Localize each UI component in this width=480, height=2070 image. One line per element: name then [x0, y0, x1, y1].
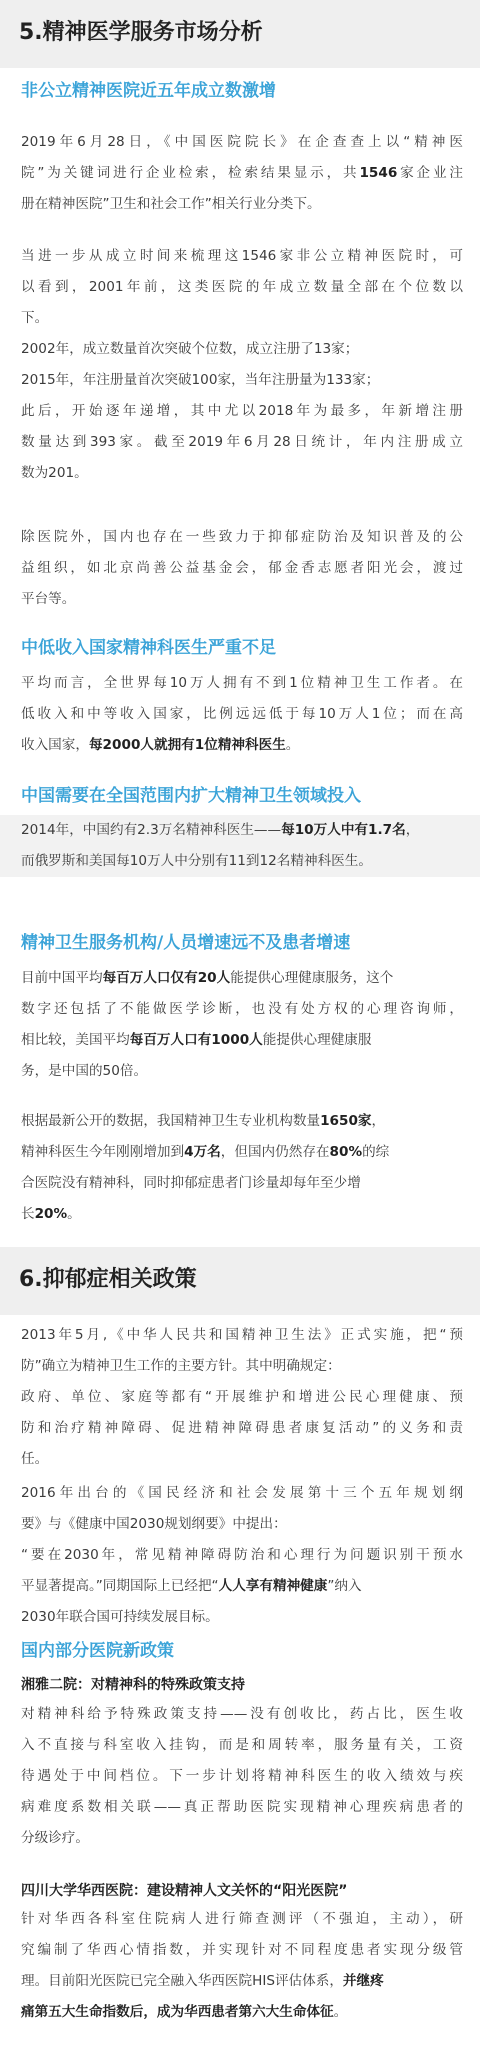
section-header-6	[0, 1247, 480, 1315]
subheading-private-hospitals: 非公立精神医院近五年成立数激增	[21, 81, 276, 101]
paragraph-china-psychiatrists: 2014年，中国约有2.3万名精神科医生——每10万人中有1.7名， 而俄罗斯和美国每10万人中分别有11到12名精神科医生。	[21, 815, 463, 877]
paragraph-mental-health-law: 2013年5月,《中华人民共和国精神卫生法》正式实施，把“预 防”确立为精神卫生工作的主要方针。其中明确规定： 政府、单位、家庭等都有“开展维护和增进公民心理健康、预 防和治疗精神障碍、促进精神障碍患者康复活动”的义务和责 任。	[21, 1327, 463, 1467]
section-header-5	[0, 0, 480, 68]
subheading-hospital-policies: 国内部分医院新政策	[21, 1641, 174, 1661]
subheading-china-investment: 中国需要在全国范围内扩大精神卫生领域投入	[21, 786, 361, 806]
section-title: 5.精神医学服务市场分析	[19, 20, 263, 45]
paragraph-latest-data: 根据最新公开的数据，我国精神卫生专业机构数量1650家， 精神科医生今年刚刚增加到4万名，但国内仍然存在80%的综 合医院没有精神科，同时抑郁症患者门诊量却每年至少增 长20%。	[21, 1113, 390, 1222]
hospital-heading-huaxi: 四川大学华西医院：建设精神人文关怀的“阳光医院”	[21, 1883, 348, 1899]
paragraph-service-per-million: 目前中国平均每百万人口仅有20人能提供心理健康服务，这个 数字还包括了不能做医学诊断，也没有处方权的心理咨询师， 相比较，美国平均每百万人口有1000人能提供心理健康服 务，是中国的50倍。	[21, 970, 463, 1079]
paragraph-huaxi-policy: 针对华西各科室住院病人进行筛查测评（不强迫，主动），研 究编制了华西心情指数，并实现针对不同程度患者实现分级管 理。目前阳光医院已完全融入华西医院HIS评估体系，并继疼 痛第五大生命指数后，成为华西患者第六大生命体征。	[21, 1911, 463, 2020]
hospital-heading-xiangya: 湘雅二院：对精神科的特殊政策支持	[21, 1677, 245, 1693]
paragraph-xiangya-policy: 对精神科给予特殊政策支持——没有创收比，药占比，医生收 入不直接与科室收入挂钩，而是和周转率，服务量有关，工资 待遇处于中间档位。下一步计划将精神科医生的收入绩效与疾 病难度系数相关联——真正帮助医院实现精神心理疾病患者的 分级诊疗。	[21, 1706, 463, 1846]
paragraph-global-average: 平均而言，全世界每10万人拥有不到1位精神卫生工作者。在 低收入和中等收入国家，比例远远低于每10万人1位；而在高 收入国家，每2000人就拥有1位精神科医生。	[21, 675, 463, 753]
paragraph-nonprofits: 除医院外，国内也存在一些致力于抑郁症防治及知识普及的公 益组织，如北京尚善公益基金会，郁金香志愿者阳光会，渡过 平台等。	[21, 529, 463, 607]
subheading-service-growth: 精神卫生服务机构/人员增速远不及患者增速	[21, 933, 351, 953]
paragraph-enterprise-search: 2019年6月28日，《中国医院院长》在企查查上以“精神医 院”为关键词进行企业检索，检索结果显示，共1546家企业注 册在精神医院”卫生和社会工作”相关行业分类下。	[21, 134, 463, 212]
subheading-psychiatrist-shortage: 中低收入国家精神科医生严重不足	[21, 638, 276, 658]
paragraph-founding-trend: 当进一步从成立时间来梳理这1546家非公立精神医院时，可 以看到，2001年前，这类医院的年成立数量全部在个位数以 下。 2002年，成立数量首次突破个位数，成立注册了13家； 2015年，年注册量首次突破100家，当年注册量为133家； 此后，开始逐年递增，其中尤以2018年为最多，年新增注册 数量达到393家。截至2019年6月28日统计，年内注册成立 数为201。	[21, 248, 463, 481]
paragraph-five-year-plan: 2016年出台的《国民经济和社会发展第十三个五年规划纲 要》与《健康中国2030规划纲要》中提出： “要在2030年，常见精神障碍防治和心理行为问题识别干预水 平显著提高。”同期国际上已经把“人人享有精神健康”纳入 2030年联合国可持续发展目标。	[21, 1485, 463, 1625]
section-title: 6.抑郁症相关政策	[19, 1267, 197, 1292]
